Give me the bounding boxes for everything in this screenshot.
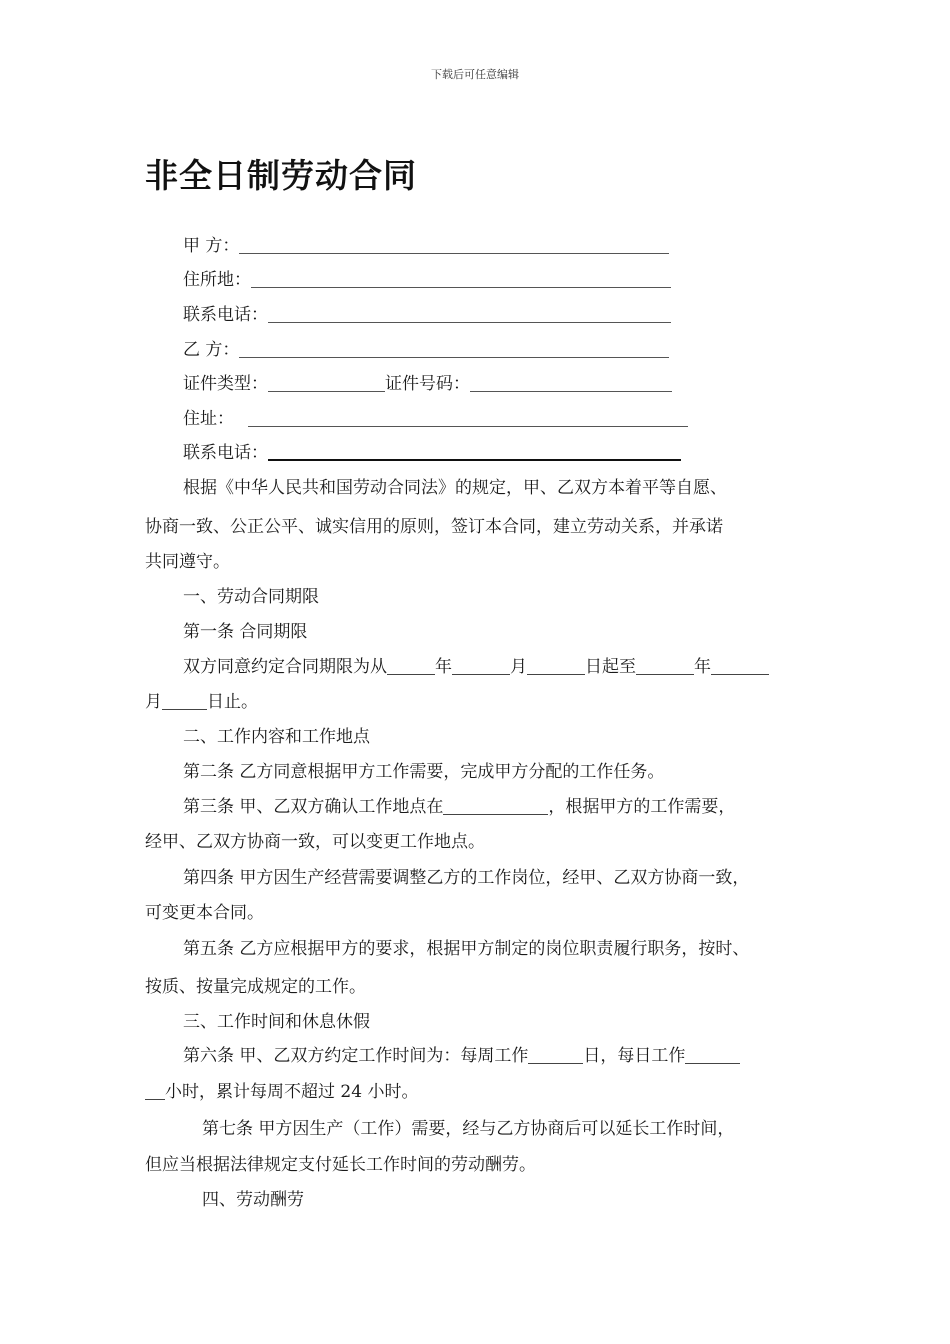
phone-a-blank[interactable] [268,304,671,323]
work-location-blank[interactable] [443,796,548,815]
article-6-text: 第六条 甲、乙双方约定工作时间为：每周工作 [183,1046,529,1066]
article-4-line-2: 可变更本合同。 [145,903,264,923]
year-label-2: 年 [694,657,711,677]
address-a-label: 住所地： [183,270,251,290]
article-6-text-c: 小时，累计每周不超过 24 小时。 [165,1082,419,1102]
id-type-blank[interactable] [268,373,385,392]
article-6-line-1 [183,1044,740,1068]
phone-b-label: 联系电话： [183,443,268,463]
article-5-line-2: 按质、按量完成规定的工作。 [145,977,366,997]
party-b-field [183,338,669,362]
article-6-line-2 [145,1080,418,1104]
id-field [183,372,672,396]
document-title: 非全日制劳动合同 [145,156,417,195]
month-label-2: 月 [145,692,162,712]
start-month-blank[interactable] [452,656,510,675]
address-b-field [183,407,688,431]
intro-line-1: 根据《中华人民共和国劳动合同法》的规定，甲、乙双方本着平等自愿、 [183,478,727,498]
article-1-line-1 [183,655,769,679]
start-day-blank[interactable] [527,656,585,675]
section-4-heading: 四、劳动酬劳 [202,1190,304,1210]
article-3-text: 第三条 甲、乙双方确认工作地点在 [183,797,444,817]
article-1-heading: 第一条 合同期限 [183,622,308,642]
party-a-blank[interactable] [239,235,669,254]
party-b-label: 乙 方： [183,340,240,360]
address-a-blank[interactable] [251,269,671,288]
page-header-note: 下载后可任意编辑 [431,68,519,81]
start-year-blank[interactable] [387,656,435,675]
id-type-label: 证件类型： [183,374,268,394]
end-month-blank-a[interactable] [711,656,769,675]
id-number-label: 证件号码： [385,374,470,394]
section-3-heading: 三、工作时间和休息休假 [183,1012,370,1032]
article-3-text-b: ，根据甲方的工作需要， [548,797,736,817]
article-5-line-1: 第五条 乙方应根据甲方的要求，根据甲方制定的岗位职责履行职务，按时、 [183,939,750,959]
address-b-label: 住址： [183,409,234,429]
phone-b-field [183,441,681,465]
hours-per-day-blank-b[interactable] [145,1081,165,1100]
address-b-blank[interactable] [248,408,688,427]
hours-per-day-blank-a[interactable] [685,1045,740,1064]
party-b-blank[interactable] [239,339,669,358]
phone-a-field [183,303,671,327]
article-7-line-1: 第七条 甲方因生产（工作）需要，经与乙方协商后可以延长工作时间， [202,1119,735,1139]
section-2-heading: 二、工作内容和工作地点 [183,727,370,747]
article-1-text: 双方同意约定合同期限为从 [183,657,387,677]
end-year-blank[interactable] [636,656,694,675]
phone-a-label: 联系电话： [183,305,268,325]
article-7-line-2: 但应当根据法律规定支付延长工作时间的劳动酬劳。 [145,1155,536,1175]
id-number-blank[interactable] [470,373,672,392]
article-1-line-2 [145,690,258,714]
phone-b-blank[interactable] [268,441,681,461]
end-label: 日止。 [207,692,258,712]
address-a-field [183,268,671,292]
days-per-week-blank[interactable] [528,1045,583,1064]
article-3-line-2: 经甲、乙双方协商一致，可以变更工作地点。 [145,832,485,852]
month-label: 月 [510,657,527,677]
article-4-line-1: 第四条 甲方因生产经营需要调整乙方的工作岗位，经甲、乙双方协商一致， [183,868,750,888]
end-day-blank[interactable] [162,691,207,710]
article-2: 第二条 乙方同意根据甲方工作需要，完成甲方分配的工作任务。 [183,762,665,782]
party-a-label: 甲 方： [183,236,240,256]
article-3-line-1 [183,795,735,819]
year-label: 年 [435,657,452,677]
intro-line-2: 协商一致、公正公平、诚实信用的原则，签订本合同，建立劳动关系，并承诺 [145,517,723,537]
day-to-label: 日起至 [585,657,636,677]
section-1-heading: 一、劳动合同期限 [183,587,319,607]
article-6-text-b: 日，每日工作 [583,1046,686,1066]
party-a-field [183,234,669,258]
intro-line-3: 共同遵守。 [145,552,230,572]
